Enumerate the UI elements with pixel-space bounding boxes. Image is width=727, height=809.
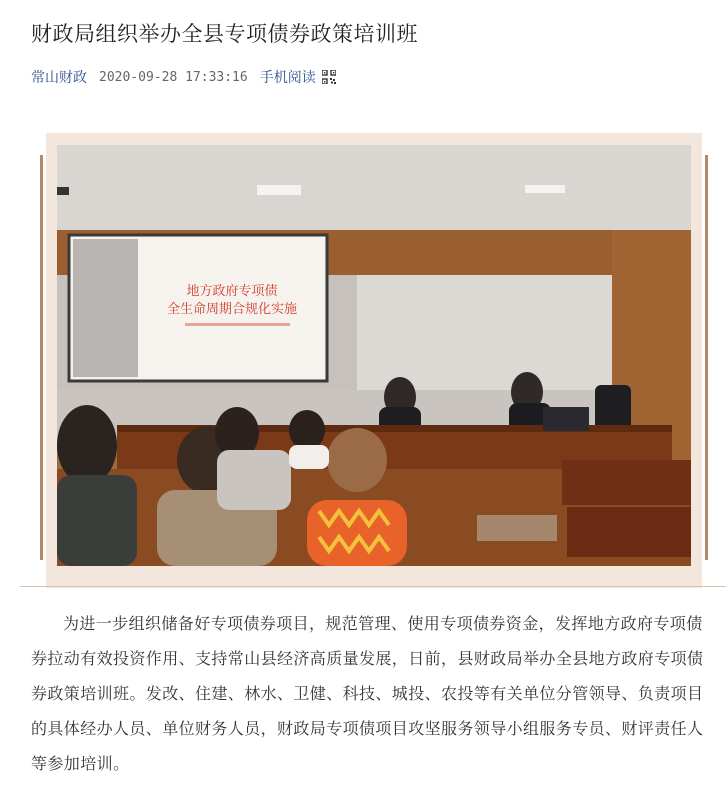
qrcode-icon[interactable]	[322, 70, 336, 84]
frame-left-bar	[40, 155, 43, 560]
source-link[interactable]: 常山财政	[31, 70, 87, 86]
article-paragraph: 为进一步组织储备好专项债券项目，规范管理、使用专项债券资金，发挥地方政府专项债券拉动有效投资作用、支持常山县经济高质量发展，日前，县财政局举办全县地方政府专项债券政策培训班。发改、住建、林水、卫健、科技、城投、农投等有关单位分管领导、负责项目的具体经办人员、单位财务人员，财政局专项债项目攻坚服务领导小组服务专员、财评责任人等参加培训。	[31, 614, 704, 773]
article-photo	[57, 145, 691, 566]
slide-title-line1: 地方政府专项债	[186, 284, 278, 299]
article-title: 财政局组织举办全县专项债券政策培训班	[31, 22, 418, 46]
mobile-read-link[interactable]: 手机阅读	[259, 70, 316, 86]
article-meta	[31, 67, 336, 87]
publish-time: 2020-09-28 17:33:16	[99, 69, 248, 85]
photo-frame	[46, 133, 702, 588]
frame-divider	[20, 586, 726, 587]
meeting-room-illustration	[57, 145, 691, 566]
frame-right-bar	[705, 155, 708, 560]
slide-title-line2: 全生命周期合规化实施	[166, 302, 298, 317]
